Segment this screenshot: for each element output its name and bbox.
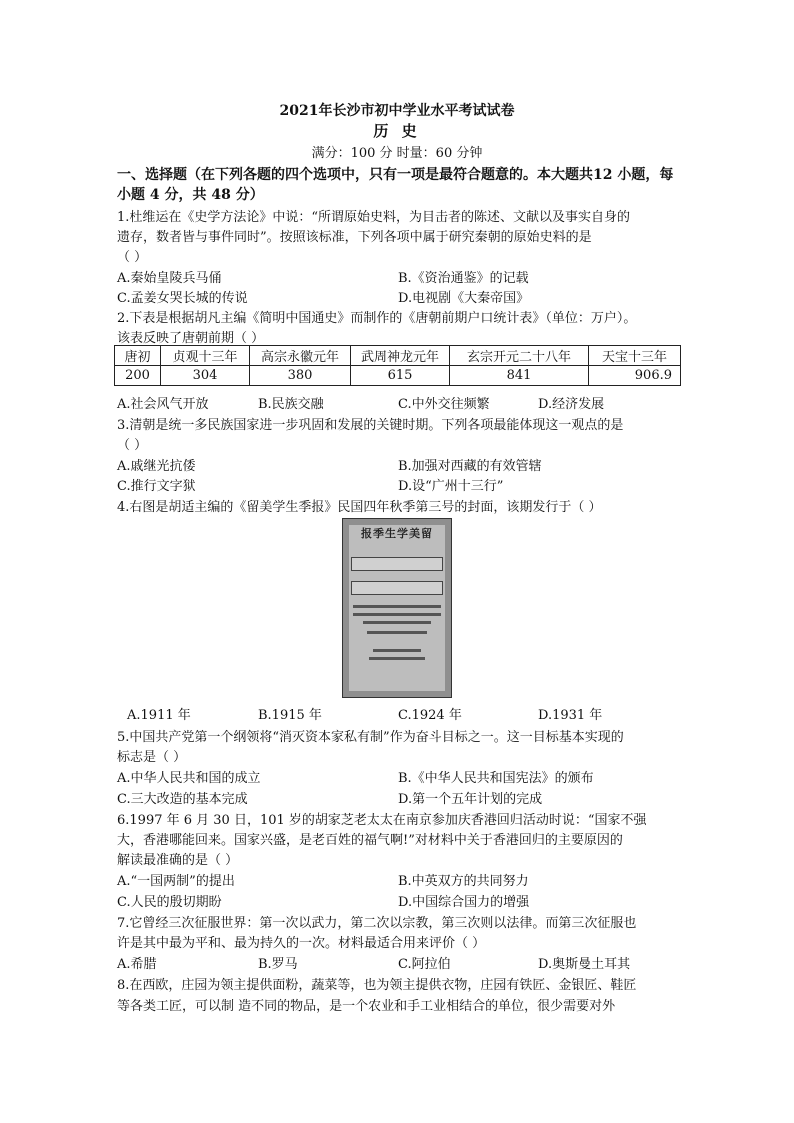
q2-text-2: 该表反映了唐朝前期（ ） [117,331,265,346]
q6-option-d: D.中国综合国力的增强 [398,895,530,910]
q6-text-2: 大，香港哪能回来。国家兴盛，是老百姓的福气啊!”对材料中关于香港回归的主要原因的 [117,833,623,848]
q7-option-b: B.罗马 [258,957,298,972]
cover-text-line [369,657,425,660]
q6-option-b: B.中英双方的共同努力 [398,874,529,889]
section-heading-cont: 小题 4 分，共 48 分） [117,187,264,203]
table-row [115,366,681,386]
q3-option-c: C.推行文字狱 [117,479,196,494]
cover-text-line [373,649,421,652]
cover-text-line [363,621,431,624]
cover-band [351,557,443,571]
cover-text-line [367,631,427,634]
q1-option-b: B.《资治通鉴》的记载 [398,271,529,286]
cover-text-line [353,613,441,616]
q8-text-1: 8.在西欧，庄园为领主提供面粉，蔬菜等，也为领主提供衣物，庄园有铁匠、金银匠、鞋匠 [117,978,637,993]
q2-option-a: A.社会风气开放 [117,397,209,412]
q5-text-1: 5.中国共产党第一个纲领将“消灭资本家私有制”作为奋斗目标之一。这一目标基本实现的 [117,730,624,745]
cover-text-line [353,605,441,608]
q4-option-b: B.1915 年 [258,708,322,723]
q7-option-a: A.希腊 [117,957,157,972]
q3-option-d: D.设“广州十三行” [398,479,504,494]
exam-title: 2021年长沙市初中学业水平考试试卷 [279,103,515,119]
table-header-cell: 玄宗开元二十八年 [450,346,589,366]
q3-text-1: 3.清朝是统一多民族国家进一步巩固和发展的关键时期。下列各项最能体现这一观点的是 [117,418,624,433]
q2-option-b: B.民族交融 [258,397,324,412]
table-header-cell: 高宗永徽元年 [250,346,351,366]
q6-text-3: 解读最准确的是（ ） [117,853,239,868]
table-header-cell: 唐初 [115,346,161,366]
table-header-row [115,346,681,366]
q2-text-1: 2.下表是根据胡凡主编《简明中国通史》而制作的《唐朝前期户口统计表》（单位：万户）。 [117,311,637,326]
q8-text-2: 等各类工匠，可以制 造不同的物品，是一个农业和手工业相结合的单位，很少需要对外 [117,999,616,1014]
q7-option-c: C.阿拉伯 [398,957,451,972]
population-table [114,345,681,386]
table-header-cell: 贞观十三年 [161,346,250,366]
q2-option-d: D.经济发展 [538,397,605,412]
cover-band [351,581,443,595]
cover-title: 报季生学美留 [361,527,433,540]
q3-option-b: B.加强对西藏的有效管辖 [398,459,542,474]
q3-text-2: （ ） [117,438,148,453]
table-cell: 304 [161,366,250,386]
section-heading: 一、选择题（在下列各题的四个选项中，只有一项是最符合题意的。本大题共12 小题，每 [117,167,674,183]
q6-text-1: 6.1997 年 6 月 30 日，101 岁的胡家芝老太太在南京参加庆香港回归活动时说：“国家不强 [117,813,647,828]
table-cell: 841 [450,366,589,386]
q1-option-d: D.电视剧《大秦帝国》 [398,291,530,306]
q7-text-1: 7.它曾经三次征服世界：第一次以武力，第二次以宗教，第三次则以法律。而第三次征服也 [117,916,637,931]
table-cell: 615 [351,366,450,386]
q5-option-b: B.《中华人民共和国宪法》的颁布 [398,771,594,786]
table-cell: 200 [115,366,161,386]
q6-option-a: A.“一国两制”的提出 [117,874,235,889]
q5-option-c: C.三大改造的基本完成 [117,792,248,807]
q7-text-2: 许是其中最为平和、最为持久的一次。材料最适合用来评价（ ） [117,936,486,951]
subject-title: 历 史 [373,122,421,140]
q1-option-a: A.秦始皇陵兵马俑 [117,271,222,286]
table-header-cell: 天宝十三年 [589,346,681,366]
table-header-cell: 武周神龙元年 [351,346,450,366]
magazine-cover-image [342,518,452,698]
q4-option-c: C.1924 年 [398,708,462,723]
q4-option-a: A.1911 年 [127,708,191,723]
q5-option-a: A.中华人民共和国的成立 [117,771,261,786]
q4-option-d: D.1931 年 [538,708,603,723]
q1-text-3: （ ） [117,250,148,265]
q1-text-1: 1.杜维运在《史学方法论》中说：“所谓原始史料，为目击者的陈述、文献以及事实自身的 [117,210,631,225]
cover-inner [349,525,445,691]
q5-option-d: D.第一个五年计划的完成 [398,792,543,807]
q2-option-c: C.中外交往频繁 [398,397,490,412]
q4-text-1: 4.右图是胡适主编的《留美学生季报》民国四年秋季第三号的封面，该期发行于（ ） [117,500,602,515]
q3-option-a: A.戚继光抗倭 [117,459,196,474]
q1-text-2: 遗存，数者皆与事件同时”。按照该标准，下列各项中属于研究秦朝的原始史料的是 [117,230,592,245]
q1-option-c: C.孟姜女哭长城的传说 [117,291,248,306]
table-cell: 906.9 [589,366,681,386]
exam-meta: 满分：100 分 时量：60 分钟 [311,146,483,161]
q6-option-c: C.人民的殷切期盼 [117,895,222,910]
q7-option-d: D.奥斯曼土耳其 [538,957,631,972]
table-cell: 380 [250,366,351,386]
q5-text-2: 标志是（ ） [117,750,187,765]
